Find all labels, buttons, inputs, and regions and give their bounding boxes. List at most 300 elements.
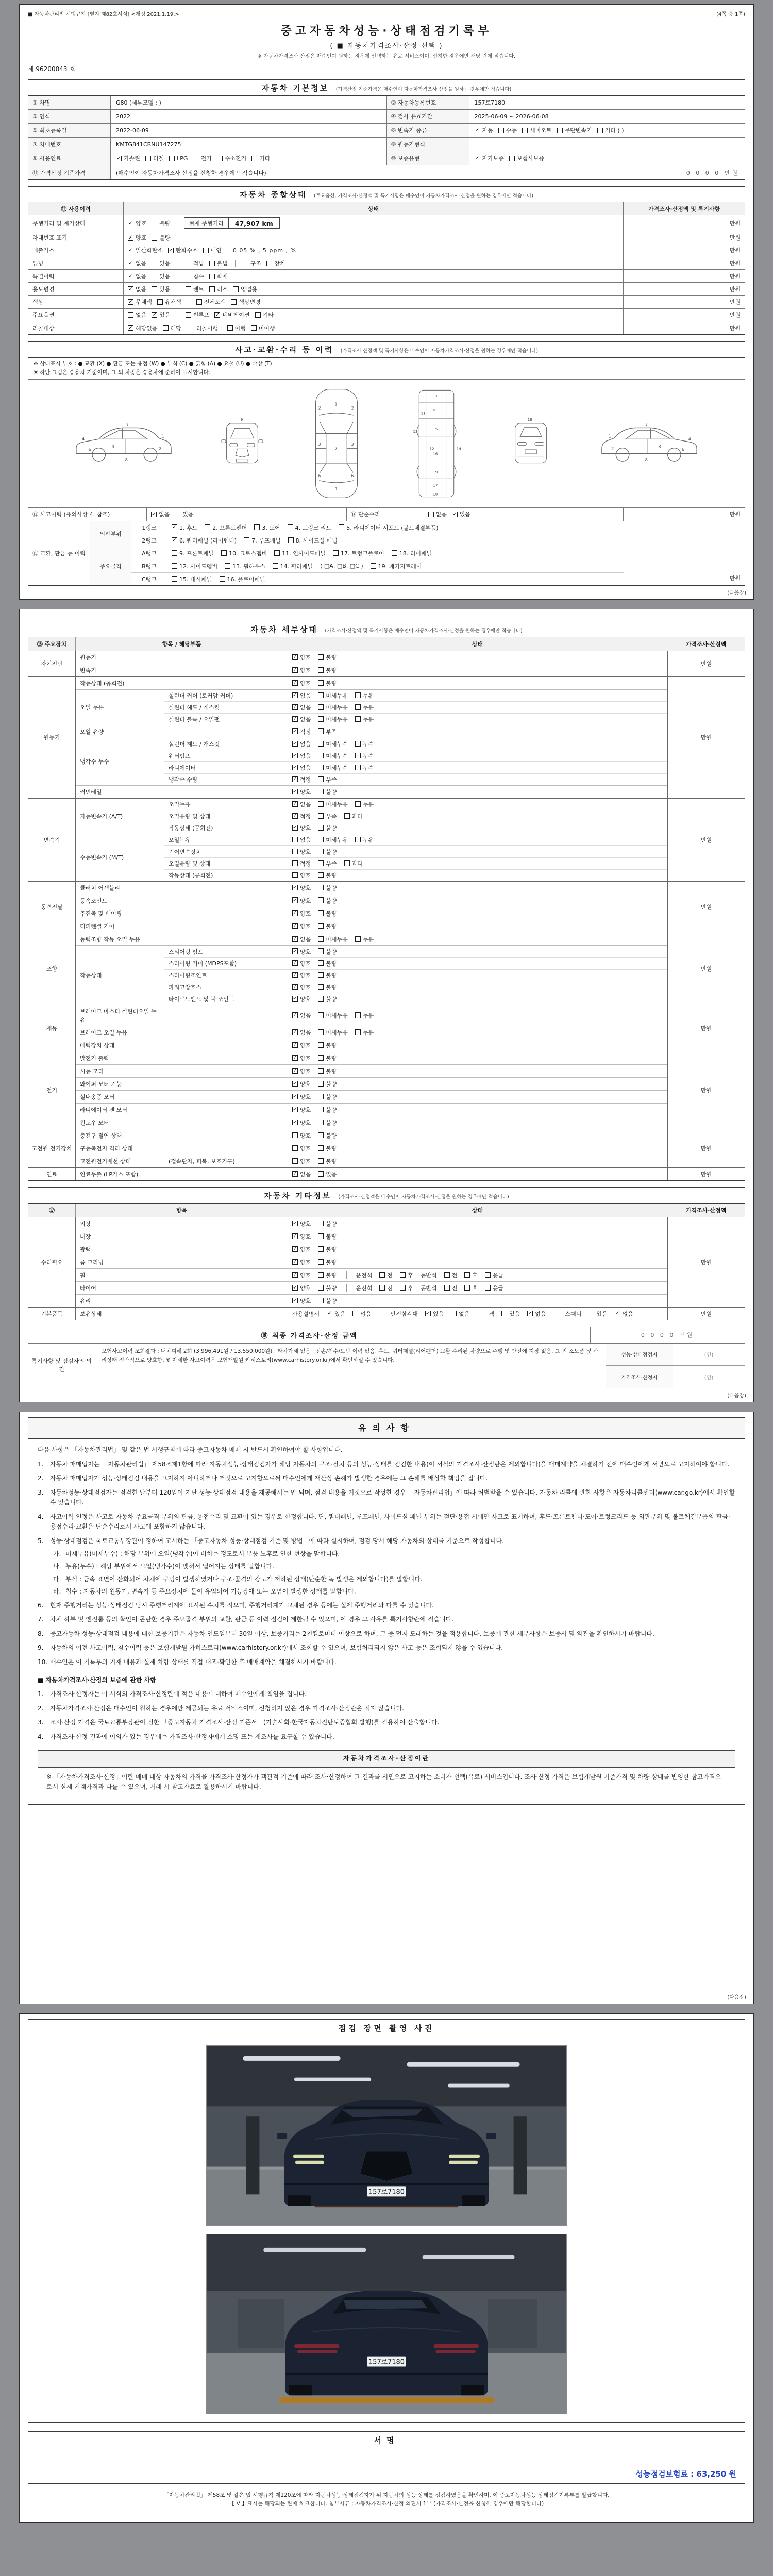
checkbox-unchecked[interactable]	[318, 984, 324, 990]
fee-value: 63,250 원	[696, 2469, 736, 2479]
checkbox-checked[interactable]: ✓	[128, 286, 133, 292]
notices-body	[28, 1439, 745, 1805]
checkbox-label: 일산화탄소	[136, 247, 163, 254]
checkbox-unchecked[interactable]	[292, 1132, 298, 1138]
checkbox-unchecked[interactable]	[318, 948, 324, 954]
checkbox-unchecked[interactable]	[318, 753, 324, 758]
checkbox-unchecked[interactable]	[318, 765, 324, 770]
checkbox-option	[128, 298, 152, 306]
notice-item	[38, 1615, 735, 1624]
part-row	[164, 786, 667, 798]
item-rows	[164, 799, 667, 834]
checkbox-unchecked[interactable]	[318, 789, 324, 794]
checkbox-unchecked[interactable]	[464, 1272, 470, 1278]
checkbox-unchecked[interactable]	[355, 753, 361, 758]
checkbox-unchecked[interactable]	[318, 741, 324, 747]
checkbox-checked[interactable]: ✓	[293, 984, 297, 990]
checkbox-unchecked[interactable]	[318, 1298, 324, 1303]
checkbox-unchecked[interactable]	[318, 1055, 324, 1061]
checkbox-checked[interactable]: ✓	[128, 234, 133, 241]
checkbox-checked[interactable]: ✓	[293, 1012, 297, 1019]
checkbox-unchecked[interactable]	[193, 156, 198, 161]
checkbox-unchecked[interactable]	[318, 1068, 324, 1074]
checkbox-unchecked[interactable]	[379, 1285, 385, 1291]
part-state	[288, 1039, 667, 1052]
checkbox-unchecked[interactable]	[225, 563, 230, 569]
page-1	[19, 4, 754, 600]
checkbox-checked[interactable]: ✓	[293, 1107, 297, 1113]
checkbox-label: 누수	[362, 752, 374, 759]
device-items	[76, 933, 667, 1005]
checkbox-unchecked[interactable]	[355, 716, 361, 722]
checkbox-unchecked[interactable]	[152, 235, 157, 241]
checkbox-unchecked[interactable]	[318, 1107, 324, 1112]
checkbox-label: 썬루프	[193, 312, 210, 318]
column-header-state: 상태	[288, 637, 667, 651]
checkbox-checked[interactable]: ✓	[172, 537, 177, 544]
checkbox-label: 없음	[300, 764, 311, 771]
item-name: 브레이크 마스터 실린더오일 누유	[76, 1005, 164, 1026]
car-diagram-underbody-frame	[406, 385, 467, 502]
svg-text:7: 7	[334, 446, 338, 451]
part-name: 오일유량 및 상태	[164, 858, 288, 869]
checkbox-option	[318, 1271, 337, 1279]
checkbox-unchecked[interactable]	[318, 1145, 324, 1151]
checkbox-unchecked[interactable]	[464, 1285, 470, 1291]
checkbox-unchecked[interactable]	[227, 325, 233, 331]
checkbox-unchecked[interactable]	[400, 1285, 406, 1291]
checkbox-unchecked[interactable]	[251, 325, 257, 331]
checkbox-unchecked[interactable]	[318, 680, 324, 686]
checkbox-unchecked[interactable]	[379, 1272, 385, 1278]
checkbox-unchecked[interactable]	[221, 550, 227, 556]
item-name: 오일 유량	[76, 725, 164, 738]
checkbox-checked[interactable]: ✓	[116, 155, 121, 161]
checkbox-unchecked[interactable]	[318, 667, 324, 673]
checkbox-unchecked[interactable]	[163, 325, 169, 331]
svg-text:9: 9	[434, 393, 438, 398]
checkbox-unchecked[interactable]	[318, 872, 324, 878]
checkbox-unchecked[interactable]	[355, 692, 361, 698]
checkbox-unchecked[interactable]	[318, 1221, 324, 1226]
checkbox-unchecked[interactable]	[498, 128, 504, 133]
checkbox-option	[288, 523, 332, 532]
checkbox-label: 양호	[300, 1220, 311, 1227]
notices-intro: 다음 사항은 「자동차관리법」 및 같은 법 시행규칙에 따라 중고자동차 매매 시 반드시 확인하여야 할 사항입니다.	[38, 1446, 343, 1453]
checkbox-unchecked[interactable]	[172, 576, 177, 582]
checkbox-checked[interactable]: ✓	[293, 1042, 297, 1048]
checkbox-unchecked[interactable]	[273, 563, 278, 569]
part-row	[164, 750, 667, 762]
photos-body	[28, 2037, 745, 2422]
checkbox-unchecked[interactable]	[288, 537, 294, 543]
part-name	[164, 651, 288, 664]
checkbox-unchecked[interactable]	[318, 692, 324, 698]
column-header-price: 가격조사·산정액	[685, 640, 727, 648]
checkbox-checked[interactable]: ✓	[293, 1285, 297, 1291]
checkbox-option	[225, 562, 265, 570]
checkbox-unchecked[interactable]	[152, 274, 157, 279]
checkbox-option	[355, 764, 374, 772]
checkbox-unchecked[interactable]	[254, 524, 260, 530]
checkbox-unchecked[interactable]	[509, 156, 515, 161]
checkbox-unchecked[interactable]	[145, 156, 151, 161]
checkbox-option	[318, 871, 337, 879]
checkbox-unchecked[interactable]	[355, 936, 361, 942]
checkbox-checked[interactable]: ✓	[293, 801, 297, 807]
inspection-photo-front	[206, 2045, 567, 2226]
checkbox-unchecked[interactable]	[355, 837, 361, 842]
checkbox-unchecked[interactable]	[186, 286, 191, 292]
checkbox-unchecked[interactable]	[255, 312, 261, 318]
checkbox-label: 2. 프론트펜더	[212, 524, 247, 531]
checkbox-option	[452, 510, 470, 518]
checkbox-unchecked[interactable]	[333, 550, 339, 556]
checkbox-unchecked[interactable]	[318, 972, 324, 978]
checkbox-unchecked[interactable]	[318, 1094, 324, 1099]
document-number: 제 96200043 호	[28, 65, 75, 73]
checkbox-unchecked[interactable]	[355, 1029, 361, 1035]
field-label-plate-no: ② 자동차등록번호	[387, 96, 469, 109]
checkbox-unchecked[interactable]	[318, 860, 324, 866]
checkbox-unchecked[interactable]	[231, 299, 237, 305]
notice-number: 1.	[38, 1690, 44, 1698]
checkbox-checked[interactable]: ✓	[169, 247, 173, 253]
item-name: 룸 크리닝	[76, 1256, 164, 1268]
checkbox-option	[220, 575, 265, 583]
checkbox-unchecked[interactable]	[244, 537, 249, 543]
checkbox-unchecked[interactable]	[292, 849, 298, 854]
checkbox-unchecked[interactable]	[175, 512, 180, 517]
rank-label: A랭크	[131, 547, 167, 560]
checkbox-option	[318, 935, 348, 943]
part-state	[288, 920, 667, 933]
checkbox-unchecked[interactable]	[392, 550, 397, 556]
checkbox-checked[interactable]: ✓	[293, 654, 297, 660]
checkbox-unchecked[interactable]	[292, 837, 298, 842]
checkbox-checked[interactable]: ✓	[293, 776, 297, 783]
checkbox-checked[interactable]: ✓	[293, 741, 297, 747]
checkbox-label: 양호	[300, 1042, 311, 1049]
checkbox-unchecked[interactable]	[344, 860, 350, 866]
checkbox-unchecked[interactable]	[522, 128, 528, 133]
svg-text:2: 2	[159, 445, 162, 451]
checkbox-checked[interactable]: ✓	[128, 260, 133, 266]
checkbox-unchecked[interactable]	[318, 813, 324, 819]
checkbox-unchecked[interactable]	[318, 716, 324, 722]
checkbox-checked[interactable]: ✓	[327, 1311, 332, 1317]
checkbox-checked[interactable]: ✓	[293, 936, 297, 942]
checkbox-unchecked[interactable]	[318, 1285, 324, 1291]
checkbox-option	[292, 1106, 311, 1114]
svg-text:18: 18	[433, 491, 438, 496]
checkbox-unchecked[interactable]	[288, 524, 293, 530]
checkbox-checked[interactable]: ✓	[152, 312, 157, 318]
checkbox-option	[318, 1170, 337, 1178]
checkbox-option	[244, 536, 281, 545]
checkbox-checked[interactable]: ✓	[293, 692, 297, 699]
checkbox-checked[interactable]: ✓	[475, 127, 480, 133]
checkbox-unchecked[interactable]	[186, 261, 191, 266]
checkbox-unchecked[interactable]	[318, 776, 324, 782]
checkbox-unchecked[interactable]	[274, 550, 280, 556]
checkbox-unchecked[interactable]	[355, 741, 361, 747]
price-cell: 만원	[729, 220, 741, 227]
checkbox-checked[interactable]: ✓	[293, 1029, 297, 1036]
checkbox-option	[292, 836, 311, 844]
checkbox-unchecked[interactable]	[292, 1158, 298, 1164]
checkbox-unchecked[interactable]	[318, 1132, 324, 1138]
checkbox-unchecked[interactable]	[203, 248, 209, 253]
price-cell: 만원	[667, 882, 745, 933]
checkbox-unchecked[interactable]	[318, 704, 324, 710]
checkbox-label: 세미오토	[530, 127, 552, 134]
checkbox-label: 기타	[259, 155, 271, 162]
checkbox-unchecked[interactable]	[128, 312, 133, 318]
device-group	[28, 933, 745, 1005]
device-name: 원동기	[28, 677, 76, 798]
checkbox-checked[interactable]: ✓	[293, 1259, 297, 1265]
checkbox-checked[interactable]: ✓	[293, 923, 297, 929]
checkbox-checked[interactable]: ✓	[293, 1246, 297, 1252]
checkbox-option	[168, 246, 198, 255]
checkbox-unchecked[interactable]	[318, 1012, 324, 1018]
checkbox-unchecked[interactable]	[501, 1311, 507, 1316]
checkbox-checked[interactable]: ✓	[293, 996, 297, 1002]
checkbox-unchecked[interactable]	[292, 860, 298, 866]
svg-text:6: 6	[88, 446, 92, 452]
checkbox-unchecked[interactable]	[318, 1029, 324, 1035]
checkbox-checked[interactable]: ✓	[172, 524, 177, 531]
checkbox-unchecked[interactable]	[485, 1272, 491, 1278]
checkbox-unchecked[interactable]	[205, 524, 210, 530]
checkbox-unchecked[interactable]	[352, 1311, 358, 1316]
checkbox-unchecked[interactable]	[318, 728, 324, 734]
checkbox-checked[interactable]: ✓	[293, 753, 297, 759]
checkbox-checked[interactable]: ✓	[293, 1081, 297, 1087]
checkbox-checked[interactable]: ✓	[293, 1171, 297, 1177]
checkbox-checked[interactable]: ✓	[293, 704, 297, 710]
part-name: 스티어링 기어 (MDPS포함)	[164, 958, 288, 969]
checkbox-unchecked[interactable]	[318, 1171, 324, 1177]
checkbox-unchecked[interactable]	[186, 312, 191, 318]
checkbox-unchecked[interactable]	[589, 1311, 594, 1316]
part-name	[164, 664, 288, 676]
checkbox-unchecked[interactable]	[251, 156, 257, 161]
item-name: 냉각수 누수	[76, 738, 164, 785]
checkbox-checked[interactable]: ✓	[293, 885, 297, 891]
checkbox-unchecked[interactable]	[318, 825, 324, 831]
inspector-sign-grid	[606, 1344, 745, 1388]
checkbox-unchecked[interactable]	[243, 261, 248, 266]
part-name	[164, 1282, 288, 1294]
usage-history-row	[28, 244, 745, 257]
checkbox-option	[318, 1041, 337, 1049]
usage-item-state	[124, 215, 624, 231]
checkbox-unchecked[interactable]	[355, 704, 361, 710]
checkbox-checked[interactable]: ✓	[293, 1094, 297, 1100]
checkbox-label: 6. 쿼터패널 (리어펜더)	[179, 537, 237, 544]
checkbox-unchecked[interactable]	[344, 813, 350, 819]
checkbox-unchecked[interactable]	[292, 872, 298, 878]
checkbox-checked[interactable]: ✓	[215, 312, 220, 318]
checkbox-unchecked[interactable]	[318, 1081, 324, 1087]
checkbox-checked[interactable]: ✓	[293, 1298, 297, 1304]
form-footer	[28, 2491, 745, 2510]
checkbox-checked[interactable]: ✓	[128, 247, 133, 253]
checkbox-unchecked[interactable]	[318, 923, 324, 929]
checkbox-unchecked[interactable]	[400, 1272, 406, 1278]
checkbox-checked[interactable]: ✓	[293, 716, 297, 722]
checkbox-checked[interactable]: ✓	[152, 511, 156, 517]
part-row	[164, 858, 667, 870]
item-block	[76, 1168, 667, 1180]
field-value-vin: KMTG841CBNU147275	[111, 138, 387, 151]
checkbox-unchecked[interactable]	[318, 837, 324, 842]
checkbox-option	[152, 219, 170, 227]
checkbox-label: 불량	[326, 995, 337, 1003]
checkbox-checked[interactable]: ✓	[293, 1221, 297, 1227]
item-name: 동력조향 작동 오일 누유	[76, 933, 164, 945]
notice-item	[38, 1732, 735, 1742]
checkbox-unchecked[interactable]	[318, 801, 324, 807]
checkbox-unchecked[interactable]	[318, 910, 324, 916]
checkbox-unchecked[interactable]	[318, 1246, 324, 1252]
checkbox-unchecked[interactable]	[597, 128, 603, 133]
checkbox-unchecked[interactable]	[318, 885, 324, 890]
checkbox-label: 전	[451, 1272, 458, 1279]
checkbox-option	[169, 155, 188, 162]
checkbox-checked[interactable]: ✓	[128, 299, 133, 305]
checkbox-unchecked[interactable]	[371, 563, 376, 569]
checkbox-checked[interactable]: ✓	[293, 948, 297, 955]
part-name: 기어변속장치	[164, 846, 288, 857]
section-title-note: (가격산정 기준가격은 매수인이 자동차가격조사·산정을 원하는 경우에만 적습니다)	[335, 87, 512, 92]
notice-number: 4.	[38, 1513, 44, 1520]
checkbox-checked[interactable]: ✓	[615, 1311, 620, 1317]
part-row	[164, 1217, 667, 1230]
device-items	[76, 882, 667, 933]
checkbox-checked[interactable]: ✓	[293, 910, 297, 917]
checkbox-unchecked[interactable]	[209, 274, 215, 279]
form-title-block	[28, 19, 745, 60]
checkbox-unchecked[interactable]	[292, 1145, 298, 1151]
checkbox-checked[interactable]: ✓	[293, 972, 297, 978]
checkbox-checked[interactable]: ✓	[528, 1311, 532, 1317]
svg-text:2: 2	[318, 405, 321, 411]
checkbox-unchecked[interactable]	[444, 1285, 450, 1291]
checkbox-unchecked[interactable]	[318, 996, 324, 1002]
form-subtitle-note: ※ 자동차가격조사·산정은 매수인이 원하는 경우에 선택하는 유료 서비스이며, 신청한 경우에만 해당 란에 적습니다.	[257, 54, 516, 59]
price-cell: 만원	[667, 1005, 745, 1052]
checkbox-checked[interactable]: ✓	[293, 1120, 297, 1126]
checkbox-checked[interactable]: ✓	[293, 897, 297, 904]
checkbox-unchecked[interactable]	[318, 849, 324, 854]
checkbox-unchecked[interactable]	[318, 654, 324, 660]
checkbox-checked[interactable]: ✓	[128, 220, 133, 226]
inline-label: 리콜이행 :	[196, 325, 222, 332]
checkbox-unchecked[interactable]	[318, 1042, 324, 1048]
checkbox-checked[interactable]: ✓	[475, 155, 480, 161]
panel-group-label: 외판부위	[90, 521, 131, 547]
checkbox-checked[interactable]: ✓	[128, 325, 133, 331]
rank-items	[167, 534, 624, 547]
checkbox-label: 불량	[326, 872, 337, 879]
svg-text:13: 13	[413, 429, 418, 434]
checkbox-option	[274, 549, 326, 557]
checkbox-unchecked[interactable]	[152, 286, 157, 292]
checkbox-unchecked[interactable]	[318, 960, 324, 966]
checkbox-unchecked[interactable]	[266, 261, 272, 266]
checkbox-unchecked[interactable]	[233, 286, 239, 292]
checkbox-unchecked[interactable]	[318, 936, 324, 942]
checkbox-unchecked[interactable]	[157, 299, 163, 305]
checkbox-checked[interactable]: ✓	[293, 1055, 297, 1061]
checkbox-unchecked[interactable]	[557, 128, 563, 133]
checkbox-unchecked[interactable]	[355, 801, 361, 807]
checkbox-checked[interactable]: ✓	[426, 1311, 430, 1317]
part-state	[288, 1243, 667, 1256]
checkbox-unchecked[interactable]	[355, 765, 361, 770]
checkbox-unchecked[interactable]	[451, 1311, 457, 1316]
checkbox-unchecked[interactable]	[169, 156, 175, 161]
checkbox-unchecked[interactable]	[444, 1272, 450, 1278]
checkbox-unchecked[interactable]	[172, 563, 177, 569]
checkbox-checked[interactable]: ✓	[293, 667, 297, 673]
checkbox-checked[interactable]: ✓	[293, 960, 297, 967]
checkbox-unchecked[interactable]	[318, 897, 324, 903]
checkbox-checked[interactable]: ✓	[452, 511, 457, 517]
checkbox-label: 있음	[432, 1310, 444, 1317]
checkbox-unchecked[interactable]	[428, 512, 434, 517]
checkbox-checked[interactable]: ✓	[293, 1272, 297, 1278]
checkbox-unchecked[interactable]	[209, 286, 215, 292]
checkbox-checked[interactable]: ✓	[293, 680, 297, 686]
checkbox-unchecked[interactable]	[196, 299, 202, 305]
checkbox-unchecked[interactable]	[318, 1120, 324, 1125]
checkbox-unchecked[interactable]	[209, 261, 215, 266]
part-name: 실린더 커버 (로커암 커버)	[164, 690, 288, 701]
checkbox-checked[interactable]: ✓	[293, 1068, 297, 1074]
checkbox-checked[interactable]: ✓	[293, 813, 297, 819]
checkbox-checked[interactable]: ✓	[293, 789, 297, 795]
checkbox-unchecked[interactable]	[217, 156, 223, 161]
checkbox-checked[interactable]: ✓	[293, 825, 297, 831]
form-reference-row	[28, 10, 745, 18]
checkbox-unchecked[interactable]	[318, 1272, 324, 1278]
checkbox-unchecked[interactable]	[186, 274, 191, 279]
checkbox-unchecked[interactable]	[220, 576, 225, 582]
checkbox-checked[interactable]: ✓	[293, 728, 297, 735]
device-items	[76, 1005, 667, 1052]
item-name: 발전기 출력	[76, 1052, 164, 1064]
checkbox-unchecked[interactable]	[152, 221, 157, 226]
checkbox-unchecked[interactable]	[172, 550, 177, 556]
checkbox-label: 양호	[300, 923, 311, 930]
checkbox-label: 후	[408, 1284, 413, 1292]
checkbox-unchecked[interactable]	[339, 524, 344, 530]
checkbox-checked[interactable]: ✓	[293, 765, 297, 771]
checkbox-unchecked[interactable]	[318, 1233, 324, 1239]
checkbox-unchecked[interactable]	[318, 1158, 324, 1164]
checkbox-unchecked[interactable]	[152, 261, 157, 266]
checkbox-unchecked[interactable]	[485, 1285, 491, 1291]
checkbox-unchecked[interactable]	[318, 1259, 324, 1265]
checkbox-option	[318, 679, 337, 687]
checkbox-checked[interactable]: ✓	[128, 273, 133, 279]
checkbox-checked[interactable]: ✓	[293, 1233, 297, 1240]
checkbox-unchecked[interactable]	[355, 1012, 361, 1018]
